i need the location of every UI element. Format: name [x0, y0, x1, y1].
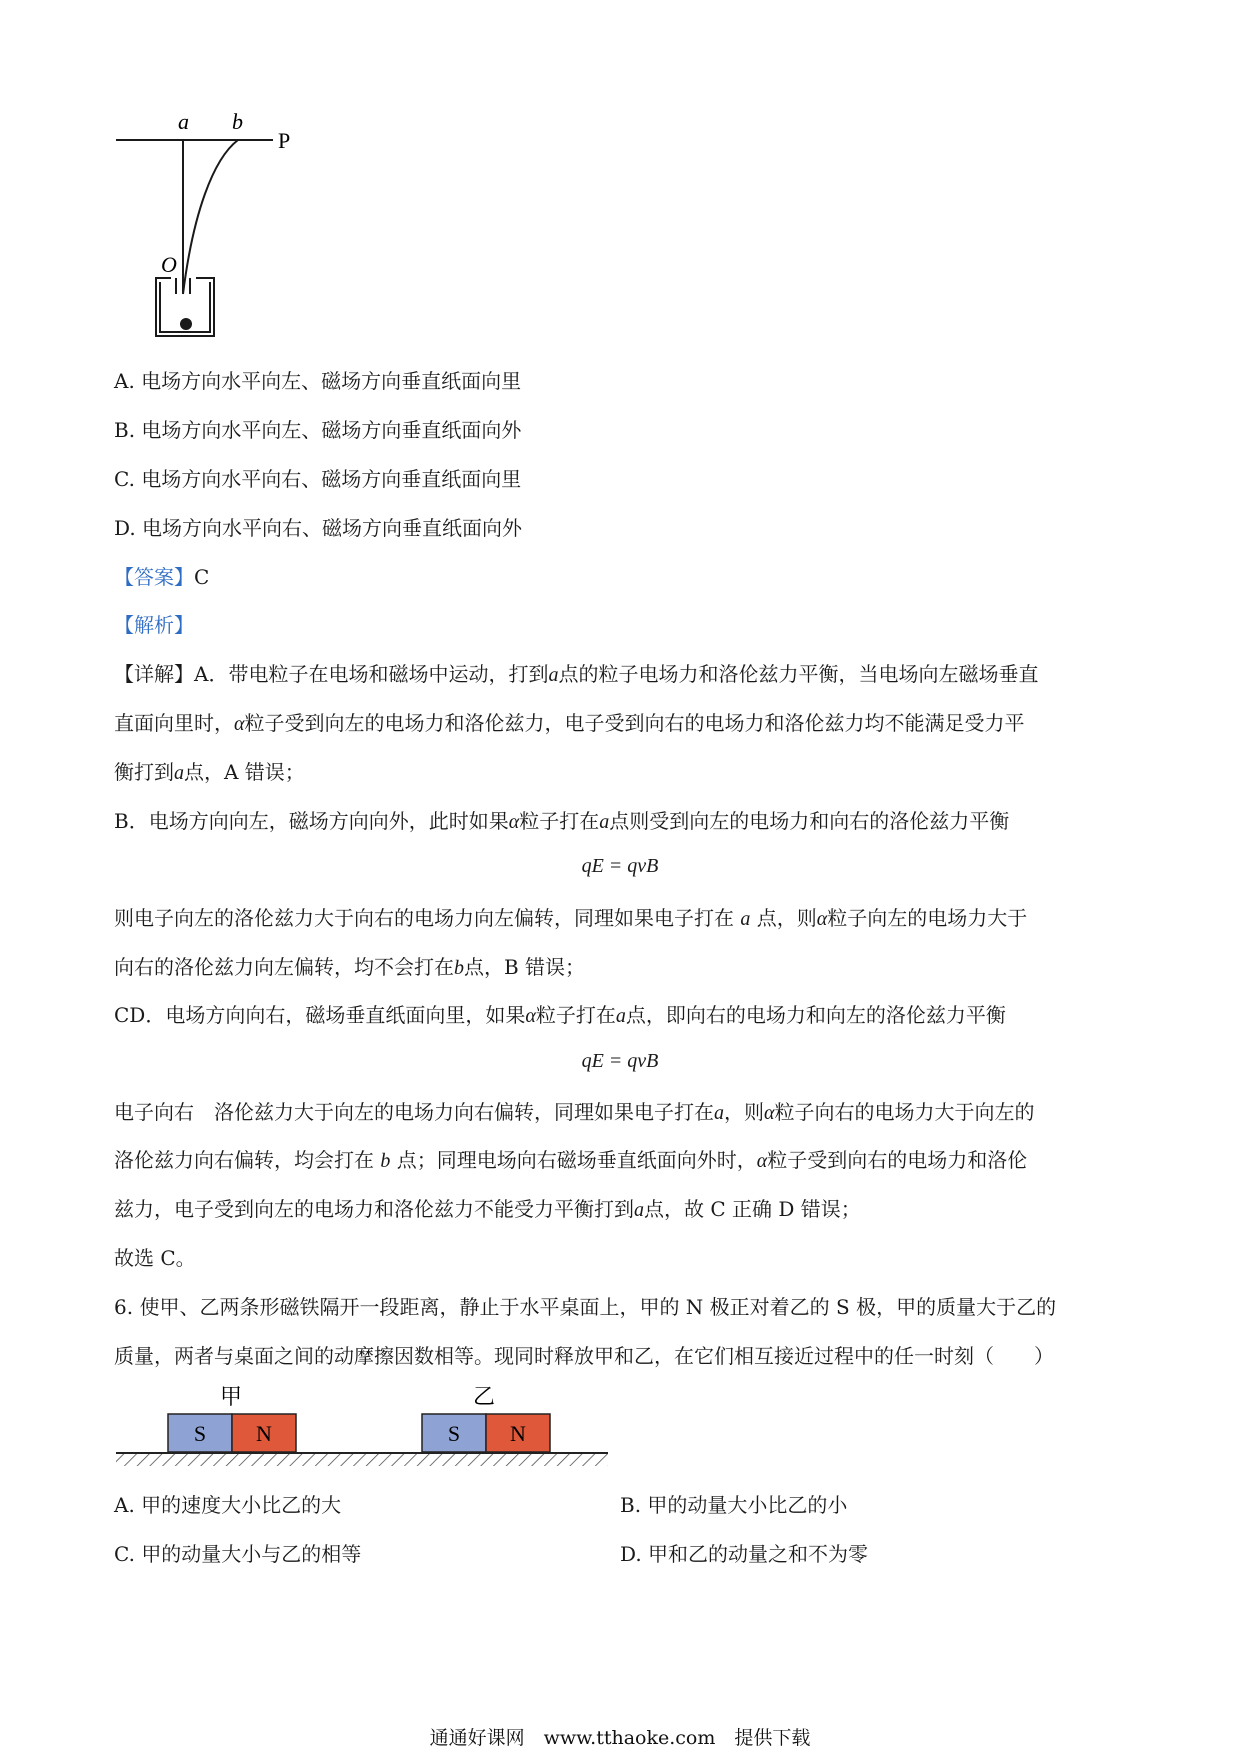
curved-path — [183, 140, 238, 294]
magnet2-name: 乙 — [473, 1384, 496, 1409]
detail-line-2: 直面向里时，α粒子受到向左的电场力和洛伦兹力，电子受到向右的电场力和洛伦兹力均不能满足受力平 — [114, 711, 1025, 735]
q6-option-d: D. 甲和乙的动量之和不为零 — [620, 1542, 869, 1566]
magnets-figure — [108, 1380, 618, 1470]
q5-option-d: D. 电场方向水平向右、磁场方向垂直纸面向外 — [114, 516, 523, 540]
detail-line-10: 兹力，电子受到向左的电场力和洛伦兹力不能受力平衡打到a点，故 C 正确 D 错误； — [114, 1197, 861, 1221]
analysis-line — [114, 610, 194, 640]
detail-line-9: 洛伦兹力向右偏转，均会打在 b 点；同理电场向右磁场垂直纸面向外时，α粒子受到向右的电场力和洛伦 — [114, 1148, 1028, 1172]
label-b: b — [232, 109, 243, 134]
formula-2: qE = qvB — [581, 1050, 659, 1072]
q5-option-b: B. 电场方向水平向左、磁场方向垂直纸面向外 — [114, 418, 522, 442]
detail-line-8: 电子向右 洛伦兹力大于向左的电场力向右偏转，同理如果电子打在a，则α粒子向右的电场力大于向左的 — [114, 1100, 1035, 1124]
magnet1-south-label: S — [193, 1421, 207, 1446]
particle-source-dot — [180, 318, 192, 330]
detail-line-6: 向右的洛伦兹力向左偏转，均不会打在b点，B 错误； — [114, 955, 586, 979]
magnet2-north-label: N — [510, 1421, 526, 1446]
detail-line-4: B．电场方向向左，磁场方向向外，此时如果α粒子打在a点则受到向左的电场力和向右的洛伦兹力平衡 — [114, 809, 1010, 833]
detail-line-7: CD．电场方向向右，磁场垂直纸面向里，如果α粒子打在a点，即向右的电场力和向左的洛伦兹力平衡 — [114, 1003, 1006, 1027]
formula-1: qE = qvB — [581, 855, 659, 877]
magnet2-south-label: S — [447, 1421, 461, 1446]
page-footer: 通通好课网 www.tthaoke.com 提供下载 — [429, 1727, 811, 1749]
q6-option-c: C. 甲的动量大小与乙的相等 — [114, 1542, 362, 1566]
conclusion-line: 故选 C。 — [114, 1246, 196, 1270]
q6-option-b: B. 甲的动量大小比乙的小 — [620, 1493, 848, 1517]
analysis-tag: 【解析】 — [114, 613, 194, 637]
q6-option-a: A. 甲的速度大小比乙的大 — [114, 1493, 342, 1517]
q6-stem-line-1: 6. 使甲、乙两条形磁铁隔开一段距离，静止于水平桌面上，甲的 N 极正对着乙的 S 极，甲的质量大于乙的 — [114, 1295, 1057, 1319]
q6-stem-line-2: 质量，两者与桌面之间的动摩擦因数相等。现同时释放甲和乙，在它们相互接近过程中的任一时刻（ ） — [114, 1344, 1054, 1368]
label-P: P — [278, 128, 291, 153]
detail-line-1: 【详解】A．带电粒子在电场和磁场中运动，打到a点的粒子电场力和洛伦兹力平衡，当电场向左磁场垂直 — [114, 662, 1039, 686]
magnet1-north-label: N — [256, 1421, 272, 1446]
label-O: O — [161, 252, 177, 277]
answer-value: C — [194, 565, 210, 589]
answer-tag: 【答案】 — [114, 565, 194, 589]
q5-option-c: C. 电场方向水平向右、磁场方向垂直纸面向里 — [114, 467, 522, 491]
answer-line — [114, 562, 209, 592]
particle-deflection-figure — [108, 104, 308, 344]
table-hatching — [116, 1454, 608, 1466]
label-a: a — [178, 109, 189, 134]
magnet1-name: 甲 — [220, 1384, 243, 1409]
detail-line-5: 则电子向左的洛伦兹力大于向右的电场力向左偏转，同理如果电子打在 a 点，则α粒子向左的电场力大于 — [114, 906, 1028, 930]
detail-line-3: 衡打到a点，A 错误； — [114, 760, 305, 784]
q5-option-a: A. 电场方向水平向左、磁场方向垂直纸面向里 — [114, 369, 522, 393]
